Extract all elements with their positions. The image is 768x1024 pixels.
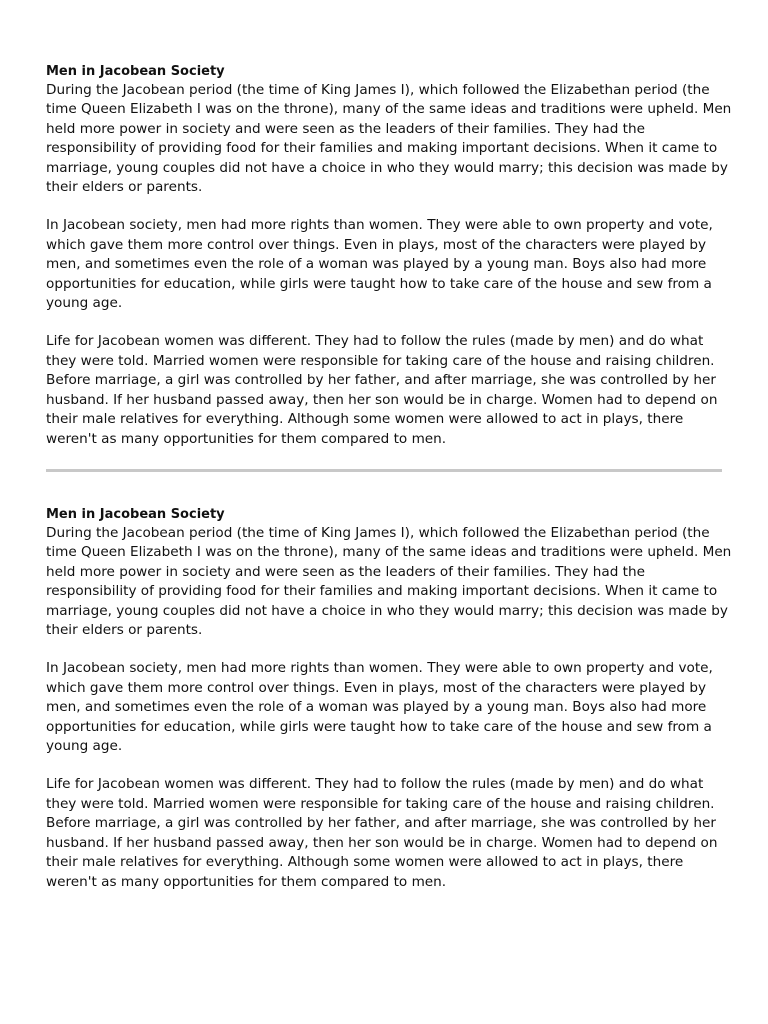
paragraph: During the Jacobean period (the time of King James I), which followed the Elizabethan period (the time Queen Elizabeth I was on the throne), many of the same ideas and traditions were upheld. Men held more power in society and were seen as the leaders of their families. They had the responsibility of providing food for their families and making important decisions. When it came to marriage, young couples did not have a choice in who they would marry; this decision was made by their elders or parents. bbox=[46, 525, 732, 639]
paragraph: Life for Jacobean women was different. They had to follow the rules (made by men) and do what they were told. Married women were responsible for taking care of the house and raising children. Before marriage, a girl was controlled by her father, and after marriage, she was controlled by her husband. If her husband passed away, then her son would be in charge. Women had to depend on their male relatives for everything. Although some women were allowed to act in plays, there weren't as many opportunities for them compared to men. bbox=[46, 776, 718, 890]
section-heading: Men in Jacobean Society bbox=[46, 507, 225, 522]
text-section-1 bbox=[46, 63, 736, 449]
text-section-2 bbox=[46, 506, 736, 892]
paragraph: During the Jacobean period (the time of King James I), which followed the Elizabethan period (the time Queen Elizabeth I was on the throne), many of the same ideas and traditions were upheld. Men held more power in society and were seen as the leaders of their families. They had the responsibility of providing food for their families and making important decisions. When it came to marriage, young couples did not have a choice in who they would marry; this decision was made by their elders or parents. bbox=[46, 82, 732, 196]
section-divider bbox=[46, 469, 722, 472]
paragraph: In Jacobean society, men had more rights than women. They were able to own property and vote, which gave them more control over things. Even in plays, most of the characters were played by men, and sometimes even the role of a woman was played by a young man. Boys also had more opportunities for education, while girls were taught how to take care of the house and sew from a young age. bbox=[46, 660, 713, 755]
section-heading: Men in Jacobean Society bbox=[46, 64, 225, 79]
paragraph: In Jacobean society, men had more rights than women. They were able to own property and vote, which gave them more control over things. Even in plays, most of the characters were played by men, and sometimes even the role of a woman was played by a young man. Boys also had more opportunities for education, while girls were taught how to take care of the house and sew from a young age. bbox=[46, 217, 713, 312]
paragraph: Life for Jacobean women was different. They had to follow the rules (made by men) and do what they were told. Married women were responsible for taking care of the house and raising children. Before marriage, a girl was controlled by her father, and after marriage, she was controlled by her husband. If her husband passed away, then her son would be in charge. Women had to depend on their male relatives for everything. Although some women were allowed to act in plays, there weren't as many opportunities for them compared to men. bbox=[46, 333, 718, 447]
